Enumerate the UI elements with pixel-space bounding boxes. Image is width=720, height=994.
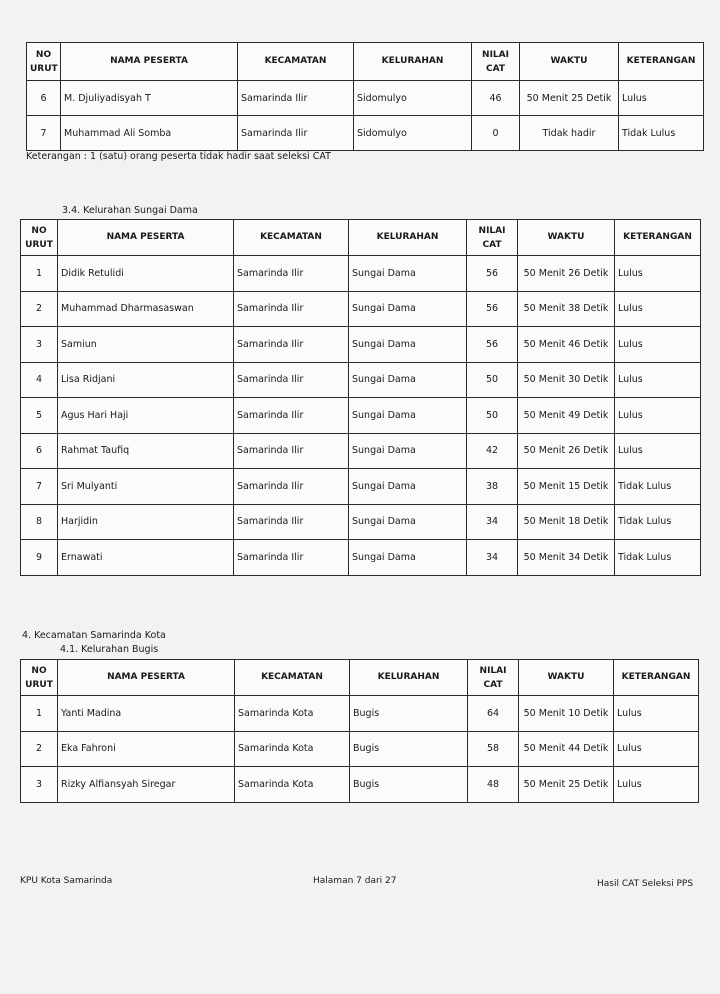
col-kecamatan: KECAMATAN: [235, 660, 350, 696]
cell-nilai-cat: 50: [467, 398, 518, 434]
cell-nama-peserta: Agus Hari Haji: [58, 398, 234, 434]
col-nilai-cat: NILAI CAT: [467, 220, 518, 256]
cell-no-urut: 9: [21, 540, 58, 576]
cell-no-urut: 7: [21, 469, 58, 505]
cell-nama-peserta: Yanti Madina: [58, 696, 235, 732]
section-heading-samarinda-kota: 4. Kecamatan Samarinda Kota: [22, 630, 166, 641]
cell-nilai-cat: 56: [467, 327, 518, 363]
col-waktu: WAKTU: [520, 43, 619, 81]
cell-nilai-cat: 48: [468, 767, 519, 803]
cell-no-urut: 3: [21, 767, 58, 803]
cell-nama-peserta: Ernawati: [58, 540, 234, 576]
cell-kelurahan: Bugis: [350, 731, 468, 767]
cell-kelurahan: Sungai Dama: [349, 469, 467, 505]
results-table-bugis: [20, 659, 699, 803]
table-row: [21, 504, 701, 540]
cell-nilai-cat: 38: [467, 469, 518, 505]
col-nama-peserta: NAMA PESERTA: [61, 43, 238, 81]
cell-waktu: 50 Menit 25 Detik: [520, 81, 619, 116]
cell-nilai-cat: 50: [467, 362, 518, 398]
col-no-urut: NO URUT: [27, 43, 61, 81]
cell-waktu: 50 Menit 26 Detik: [518, 433, 615, 469]
cell-nilai-cat: 64: [468, 696, 519, 732]
table-row: [21, 731, 699, 767]
cell-kelurahan: Sungai Dama: [349, 256, 467, 292]
table-row: [27, 116, 704, 151]
cell-keterangan: Lulus: [615, 433, 701, 469]
cell-kecamatan: Samarinda Ilir: [234, 398, 349, 434]
cell-kecamatan: Samarinda Kota: [235, 731, 350, 767]
footer-page-number: Halaman 7 dari 27: [313, 876, 397, 886]
cell-kelurahan: Sidomulyo: [354, 81, 472, 116]
table-header-row: [21, 220, 701, 256]
col-nilai-cat: NILAI CAT: [468, 660, 519, 696]
col-keterangan: KETERANGAN: [614, 660, 699, 696]
cell-kelurahan: Sungai Dama: [349, 433, 467, 469]
results-table-sungai-dama: [20, 219, 701, 576]
table-row: [21, 767, 699, 803]
cell-nama-peserta: Didik Retulidi: [58, 256, 234, 292]
cell-kelurahan: Sungai Dama: [349, 327, 467, 363]
cell-kelurahan: Sidomulyo: [354, 116, 472, 151]
attendance-note: Keterangan : 1 (satu) orang peserta tidak hadir saat seleksi CAT: [26, 151, 331, 162]
cell-nama-peserta: Rahmat Taufiq: [58, 433, 234, 469]
col-kelurahan: KELURAHAN: [354, 43, 472, 81]
cell-kecamatan: Samarinda Ilir: [238, 116, 354, 151]
cell-kelurahan: Bugis: [350, 696, 468, 732]
cell-keterangan: Lulus: [615, 256, 701, 292]
cell-kelurahan: Sungai Dama: [349, 540, 467, 576]
cell-no-urut: 6: [21, 433, 58, 469]
col-nama-peserta: NAMA PESERTA: [58, 660, 235, 696]
col-kecamatan: KECAMATAN: [234, 220, 349, 256]
cell-nama-peserta: Muhammad Dharmasaswan: [58, 291, 234, 327]
results-table-sidomulyo: [26, 42, 704, 151]
cell-kelurahan: Sungai Dama: [349, 291, 467, 327]
cell-waktu: 50 Menit 18 Detik: [518, 504, 615, 540]
cell-kelurahan: Sungai Dama: [349, 504, 467, 540]
cell-waktu: 50 Menit 46 Detik: [518, 327, 615, 363]
cell-kelurahan: Sungai Dama: [349, 362, 467, 398]
table-row: [21, 540, 701, 576]
cell-nilai-cat: 0: [472, 116, 520, 151]
col-nama-peserta: NAMA PESERTA: [58, 220, 234, 256]
col-no-urut: NO URUT: [21, 660, 58, 696]
footer-organization: KPU Kota Samarinda: [20, 876, 113, 886]
cell-no-urut: 5: [21, 398, 58, 434]
table-row: [21, 256, 701, 292]
cell-nama-peserta: Eka Fahroni: [58, 731, 235, 767]
cell-keterangan: Tidak Lulus: [619, 116, 704, 151]
cell-keterangan: Tidak Lulus: [615, 540, 701, 576]
cell-no-urut: 2: [21, 291, 58, 327]
cell-nama-peserta: Rizky Alfiansyah Siregar: [58, 767, 235, 803]
col-kelurahan: KELURAHAN: [349, 220, 467, 256]
cell-kelurahan: Bugis: [350, 767, 468, 803]
cell-keterangan: Lulus: [619, 81, 704, 116]
table-row: [21, 327, 701, 363]
col-no-urut: NO URUT: [21, 220, 58, 256]
cell-waktu: 50 Menit 30 Detik: [518, 362, 615, 398]
cell-keterangan: Tidak Lulus: [615, 504, 701, 540]
cell-keterangan: Lulus: [615, 327, 701, 363]
cell-kecamatan: Samarinda Kota: [235, 767, 350, 803]
cell-waktu: 50 Menit 44 Detik: [519, 731, 614, 767]
cell-nama-peserta: Lisa Ridjani: [58, 362, 234, 398]
cell-kelurahan: Sungai Dama: [349, 398, 467, 434]
cell-nama-peserta: Muhammad Ali Somba: [61, 116, 238, 151]
cell-no-urut: 4: [21, 362, 58, 398]
cell-no-urut: 8: [21, 504, 58, 540]
col-keterangan: KETERANGAN: [615, 220, 701, 256]
cell-nilai-cat: 58: [468, 731, 519, 767]
table-row: [21, 291, 701, 327]
col-keterangan: KETERANGAN: [619, 43, 704, 81]
cell-keterangan: Lulus: [615, 291, 701, 327]
cell-nama-peserta: M. Djuliyadisyah T: [61, 81, 238, 116]
cell-kecamatan: Samarinda Ilir: [234, 327, 349, 363]
cell-waktu: 50 Menit 15 Detik: [518, 469, 615, 505]
cell-kecamatan: Samarinda Ilir: [234, 291, 349, 327]
table-row: [21, 433, 701, 469]
cell-kecamatan: Samarinda Ilir: [234, 256, 349, 292]
cell-no-urut: 1: [21, 256, 58, 292]
table-row: [21, 398, 701, 434]
col-waktu: WAKTU: [518, 220, 615, 256]
cell-waktu: 50 Menit 49 Detik: [518, 398, 615, 434]
table-header-row: [21, 660, 699, 696]
cell-kecamatan: Samarinda Ilir: [238, 81, 354, 116]
cell-waktu: 50 Menit 25 Detik: [519, 767, 614, 803]
table-header-row: [27, 43, 704, 81]
cell-keterangan: Tidak Lulus: [615, 469, 701, 505]
col-nilai-cat: NILAI CAT: [472, 43, 520, 81]
cell-nilai-cat: 56: [467, 256, 518, 292]
table-row: [21, 469, 701, 505]
cell-keterangan: Lulus: [614, 731, 699, 767]
cell-no-urut: 2: [21, 731, 58, 767]
cell-no-urut: 3: [21, 327, 58, 363]
cell-keterangan: Lulus: [615, 398, 701, 434]
cell-no-urut: 6: [27, 81, 61, 116]
cell-kecamatan: Samarinda Kota: [235, 696, 350, 732]
cell-kecamatan: Samarinda Ilir: [234, 433, 349, 469]
cell-no-urut: 1: [21, 696, 58, 732]
table-row: [21, 696, 699, 732]
col-kecamatan: KECAMATAN: [238, 43, 354, 81]
cell-no-urut: 7: [27, 116, 61, 151]
cell-keterangan: Lulus: [615, 362, 701, 398]
col-waktu: WAKTU: [519, 660, 614, 696]
cell-nama-peserta: Sri Mulyanti: [58, 469, 234, 505]
cell-waktu: 50 Menit 10 Detik: [519, 696, 614, 732]
cell-nilai-cat: 34: [467, 504, 518, 540]
cell-waktu: 50 Menit 26 Detik: [518, 256, 615, 292]
cell-nama-peserta: Samiun: [58, 327, 234, 363]
cell-kecamatan: Samarinda Ilir: [234, 504, 349, 540]
cell-waktu: 50 Menit 34 Detik: [518, 540, 615, 576]
cell-kecamatan: Samarinda Ilir: [234, 469, 349, 505]
cell-nilai-cat: 42: [467, 433, 518, 469]
cell-kecamatan: Samarinda Ilir: [234, 362, 349, 398]
col-kelurahan: KELURAHAN: [350, 660, 468, 696]
cell-nilai-cat: 46: [472, 81, 520, 116]
cell-nilai-cat: 34: [467, 540, 518, 576]
section-heading-bugis: 4.1. Kelurahan Bugis: [60, 644, 159, 655]
cell-keterangan: Lulus: [614, 767, 699, 803]
cell-kecamatan: Samarinda Ilir: [234, 540, 349, 576]
cell-nilai-cat: 56: [467, 291, 518, 327]
cell-waktu: 50 Menit 38 Detik: [518, 291, 615, 327]
cell-nama-peserta: Harjidin: [58, 504, 234, 540]
cell-keterangan: Lulus: [614, 696, 699, 732]
table-row: [21, 362, 701, 398]
table-row: [27, 81, 704, 116]
footer-document-title: Hasil CAT Seleksi PPS: [597, 879, 694, 889]
cell-waktu: Tidak hadir: [520, 116, 619, 151]
section-heading-sungai-dama: 3.4. Kelurahan Sungai Dama: [62, 205, 198, 216]
